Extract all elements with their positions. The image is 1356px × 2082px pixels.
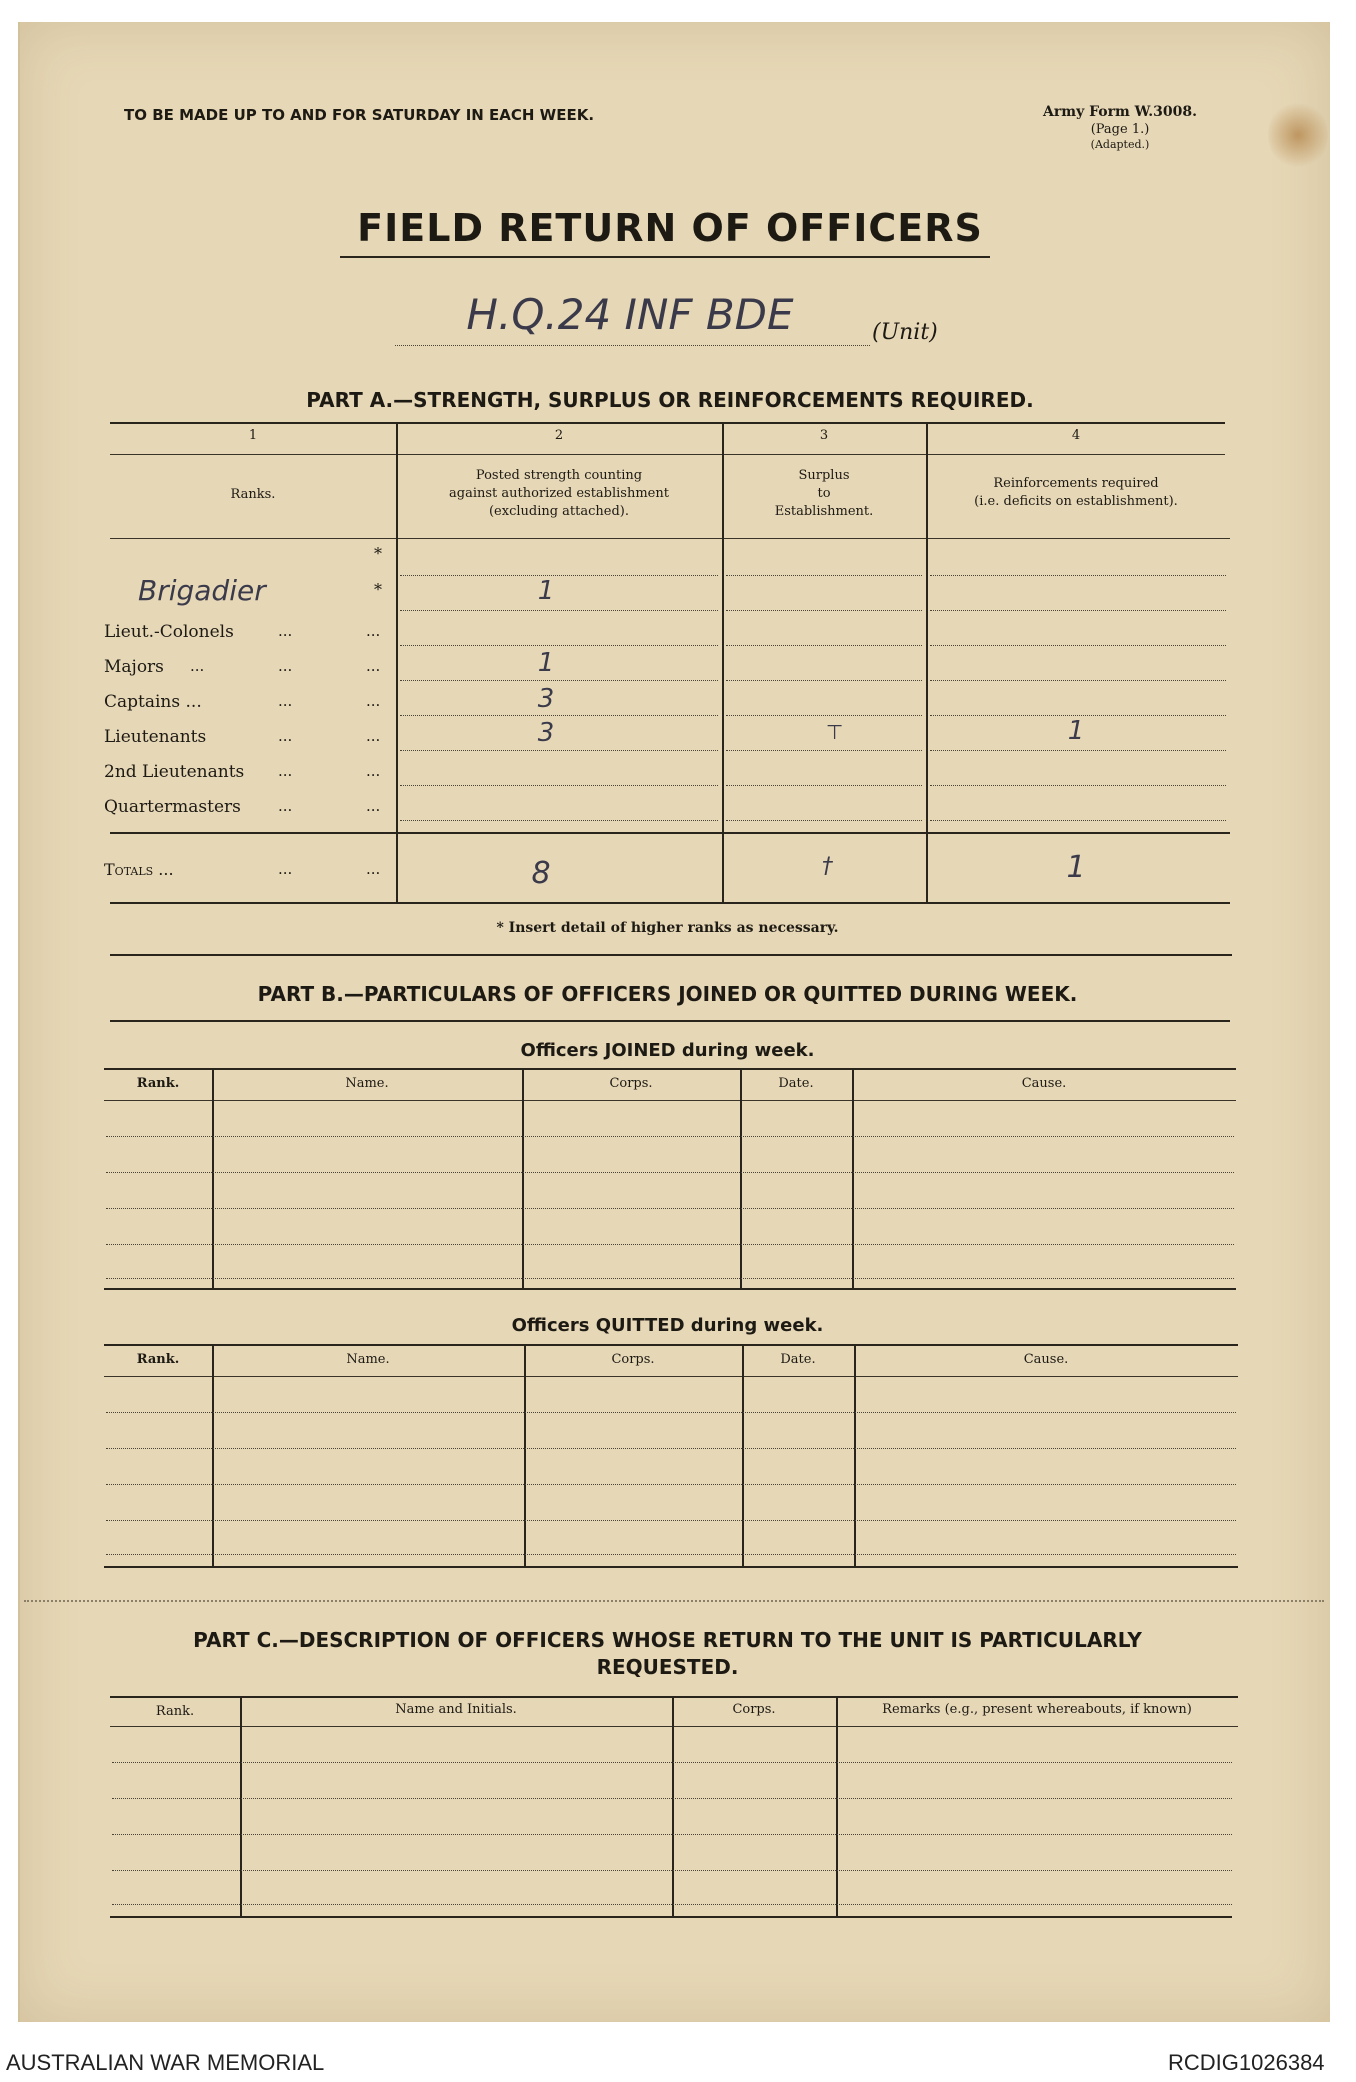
row-3-posted: 1 <box>537 648 555 678</box>
totals-surplus-strike-icon: † <box>822 854 833 879</box>
row-3-rank: Majors <box>104 657 164 677</box>
col-header-reinf-1: Reinforcements required <box>993 476 1159 491</box>
totals-posted: 8 <box>531 856 551 891</box>
paper-stain <box>1268 100 1328 170</box>
row-4-posted: 3 <box>537 684 555 714</box>
quitted-col-cause: Cause. <box>1023 1352 1069 1367</box>
row-4-marker: ... <box>366 692 381 710</box>
row-4-dots: ... <box>278 692 293 710</box>
row-5-reinf: 1 <box>1067 716 1085 746</box>
quitted-col-corps: Corps. <box>611 1352 655 1367</box>
joined-col-name: Name. <box>345 1076 389 1091</box>
form-number: Army Form W.3008. <box>1043 104 1197 120</box>
row-3-marker: ... <box>366 657 381 675</box>
row-2-rank: Lieut.-Colonels <box>104 622 234 642</box>
row-0-marker: * <box>374 544 382 563</box>
col-header-surplus-2: to <box>817 486 831 501</box>
totals-reinf: 1 <box>1066 850 1086 885</box>
row-5-rank: Lieutenants <box>104 727 207 747</box>
col-header-posted-2: against authorized establishment <box>449 486 669 501</box>
col-number-4: 4 <box>1071 428 1081 443</box>
row-6-dots: ... <box>278 762 293 780</box>
col-header-surplus-3: Establishment. <box>774 504 874 519</box>
col-header-posted-3: (excluding attached). <box>488 504 630 519</box>
row-3-dots-a: ... <box>190 657 205 675</box>
row-1-rank: Brigadier <box>138 574 266 607</box>
footer-archive-name: AUSTRALIAN WAR MEMORIAL <box>6 2050 325 2075</box>
col-number-3: 3 <box>819 428 829 443</box>
part-a-footnote: * Insert detail of higher ranks as necessary. <box>496 920 839 936</box>
col-number-2: 2 <box>554 428 564 443</box>
row-5-marker: ... <box>366 727 381 745</box>
unit-label: (Unit) <box>872 320 938 345</box>
row-1-marker: * <box>374 580 382 599</box>
quitted-col-rank: Rank. <box>136 1352 180 1367</box>
part-c-col-rank: Rank. <box>155 1704 195 1719</box>
row-7-rank: Quartermasters <box>104 797 241 817</box>
totals-dots-b: ... <box>366 860 381 878</box>
footer-record-id: RCDIG1026384 <box>1168 2050 1325 2075</box>
totals-label: Totals ... <box>104 860 174 879</box>
joined-col-rank: Rank. <box>136 1076 180 1091</box>
row-5-dots: ... <box>278 727 293 745</box>
form-adapted: (Adapted.) <box>1090 138 1150 151</box>
col-header-posted-1: Posted strength counting <box>475 468 643 483</box>
row-5-posted: 3 <box>537 718 555 748</box>
row-1-posted: 1 <box>537 576 555 606</box>
row-5-surplus-strike-icon: ⊤ <box>826 720 844 744</box>
quitted-table-title: Officers QUITTED during week. <box>511 1315 824 1336</box>
row-7-marker: ... <box>366 797 381 815</box>
joined-col-date: Date. <box>778 1076 814 1091</box>
quitted-col-date: Date. <box>780 1352 816 1367</box>
col-number-1: 1 <box>248 428 258 443</box>
joined-table-title: Officers JOINED during week. <box>520 1040 815 1061</box>
part-a-heading: PART A.—STRENGTH, SURPLUS OR REINFORCEMENTS REQUIRED. <box>306 388 1034 412</box>
row-3-dots: ... <box>278 657 293 675</box>
col-header-surplus-1: Surplus <box>798 468 850 483</box>
row-2-marker: ... <box>366 622 381 640</box>
joined-col-corps: Corps. <box>609 1076 653 1091</box>
row-2-dots: ... <box>278 622 293 640</box>
page-title: FIELD RETURN OF OFFICERS <box>357 206 983 250</box>
row-4-rank: Captains ... <box>104 692 202 712</box>
col-header-ranks: Ranks. <box>230 487 276 502</box>
form-page: (Page 1.) <box>1090 122 1150 137</box>
row-7-dots: ... <box>278 797 293 815</box>
unit-handwritten: H.Q.24 INF BDE <box>466 290 794 339</box>
instruction-text: TO BE MADE UP TO AND FOR SATURDAY IN EACH WEEK. <box>124 106 595 124</box>
joined-col-cause: Cause. <box>1021 1076 1067 1091</box>
part-c-col-corps: Corps. <box>732 1702 776 1717</box>
quitted-col-name: Name. <box>346 1352 390 1367</box>
part-c-col-name: Name and Initials. <box>395 1702 517 1717</box>
totals-dots: ... <box>278 860 293 878</box>
row-6-rank: 2nd Lieutenants <box>104 762 245 782</box>
part-b-heading: PART B.—PARTICULARS OF OFFICERS JOINED OR QUITTED DURING WEEK. <box>257 982 1078 1006</box>
part-c-col-remarks: Remarks (e.g., present whereabouts, if known) <box>882 1702 1192 1717</box>
part-c-heading-line1: PART C.—DESCRIPTION OF OFFICERS WHOSE RETURN TO THE UNIT IS PARTICULARLY <box>193 1628 1142 1652</box>
part-c-heading-line2: REQUESTED. <box>596 1655 739 1679</box>
row-6-marker: ... <box>366 762 381 780</box>
col-header-reinf-2: (i.e. deficits on establishment). <box>974 494 1178 509</box>
